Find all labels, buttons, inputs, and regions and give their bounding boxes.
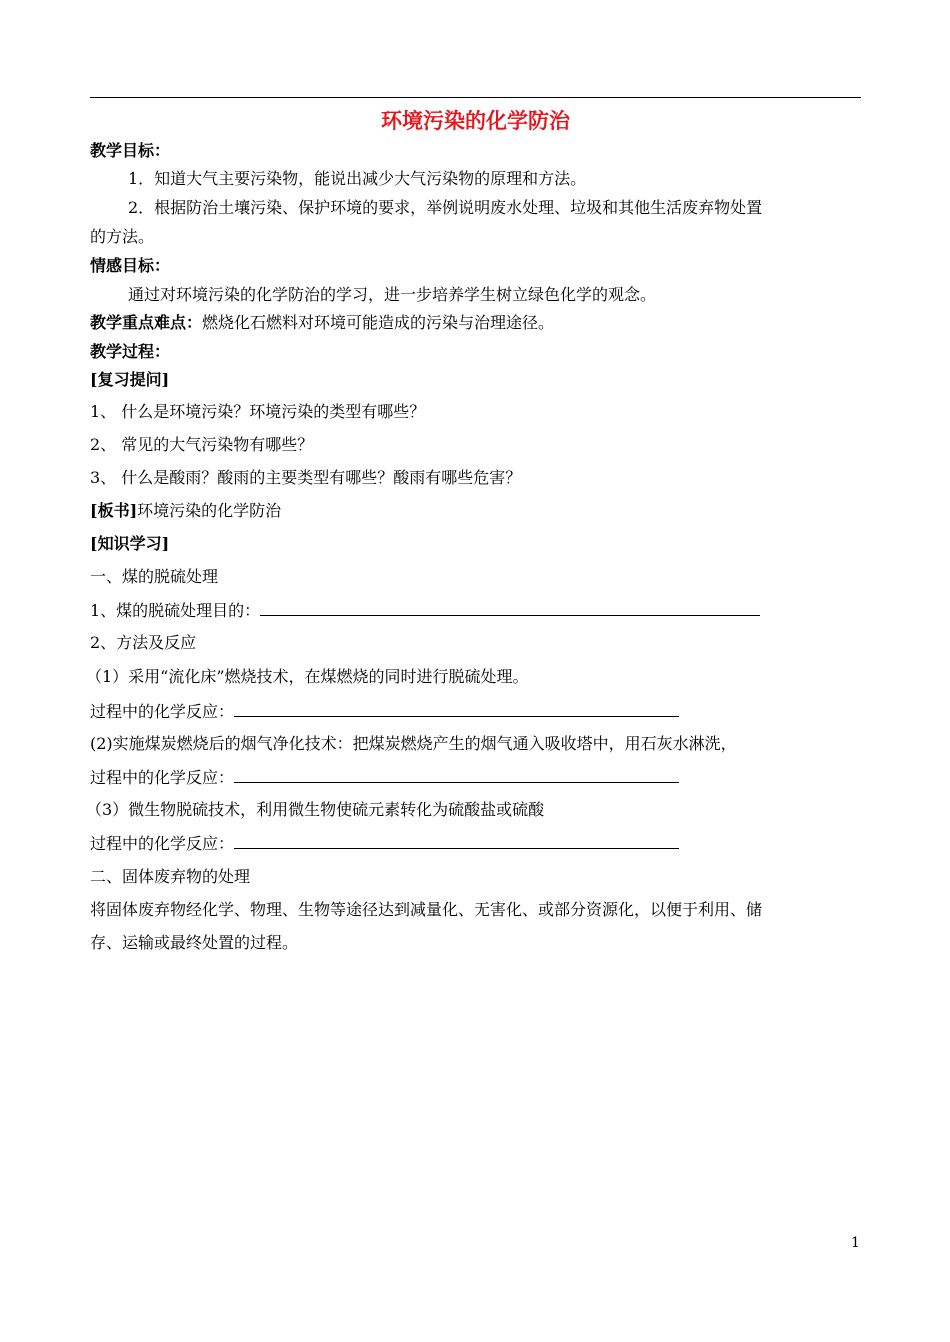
review-question-1: 1、 什么是环境污染？环境污染的类型有哪些？ <box>90 402 426 421</box>
answer-blank-reaction-2[interactable] <box>234 766 679 783</box>
desulfurization-purpose <box>90 599 760 622</box>
review-heading: [复习提问] <box>90 370 170 389</box>
knowledge-heading: [知识学习] <box>90 534 170 553</box>
section-2-text-1: 将固体废弃物经化学、物理、生物等途径达到减量化、无害化、或部分资源化，以便于利用、储 <box>90 900 763 919</box>
answer-blank-purpose[interactable] <box>260 599 760 616</box>
objectives-heading: 教学目标： <box>90 141 171 160</box>
emotion-text: 通过对环境污染的化学防治的学习，进一步培养学生树立绿色化学的观念。 <box>128 285 657 304</box>
process-heading: 教学过程： <box>90 342 171 361</box>
answer-blank-reaction-1[interactable] <box>234 700 679 717</box>
answer-blank-reaction-3[interactable] <box>234 832 679 849</box>
objective-2-continued: 的方法。 <box>90 227 155 246</box>
method-1: （1）采用“流化床”燃烧技术，在煤燃烧的同时进行脱硫处理。 <box>86 667 529 686</box>
section-2-title: 二、固体废弃物的处理 <box>90 867 251 886</box>
objective-2: 2．根据防治土壤污染、保护环境的要求，举例说明废水处理、垃圾和其他生活废弃物处置 <box>128 198 763 217</box>
reaction-line-1 <box>90 700 679 723</box>
reaction-label-2: 过程中的化学反应： <box>90 768 235 787</box>
page-number: 1 <box>851 1235 860 1251</box>
method-3: （3）微生物脱硫技术，利用微生物使硫元素转化为硫酸盐或硫酸 <box>86 800 545 819</box>
emotion-heading: 情感目标： <box>90 256 171 275</box>
board-text: 环境污染的化学防治 <box>137 501 282 520</box>
method-2: (2)实施煤炭燃烧后的烟气净化技术：把煤炭燃烧产生的烟气通入吸收塔中，用石灰水淋洗， <box>90 734 737 753</box>
review-question-2: 2、 常见的大气污染物有哪些？ <box>90 435 314 454</box>
review-question-3: 3、 什么是酸雨？酸雨的主要类型有哪些？酸雨有哪些危害？ <box>90 468 522 487</box>
reaction-line-3 <box>90 832 679 855</box>
desulfurization-purpose-label: 1、煤的脱硫处理目的： <box>90 601 261 620</box>
reaction-label-3: 过程中的化学反应： <box>90 834 235 853</box>
key-points <box>90 312 554 334</box>
section-2-text-2: 存、运输或最终处置的过程。 <box>90 933 299 952</box>
reaction-label-1: 过程中的化学反应： <box>90 702 235 721</box>
board-line <box>90 500 281 522</box>
key-points-label: 教学重点难点： <box>90 313 203 332</box>
section-1-title: 一、煤的脱硫处理 <box>90 567 219 586</box>
header-rule <box>90 97 861 98</box>
key-points-text: 燃烧化石燃料对环境可能造成的污染与治理途径。 <box>202 313 555 332</box>
reaction-line-2 <box>90 766 679 789</box>
methods-heading: 2、方法及反应 <box>90 633 197 652</box>
objective-1: 1．知道大气主要污染物，能说出减少大气污染物的原理和方法。 <box>128 169 587 188</box>
board-label: [板书] <box>90 501 138 520</box>
page-title: 环境污染的化学防治 <box>381 108 570 133</box>
